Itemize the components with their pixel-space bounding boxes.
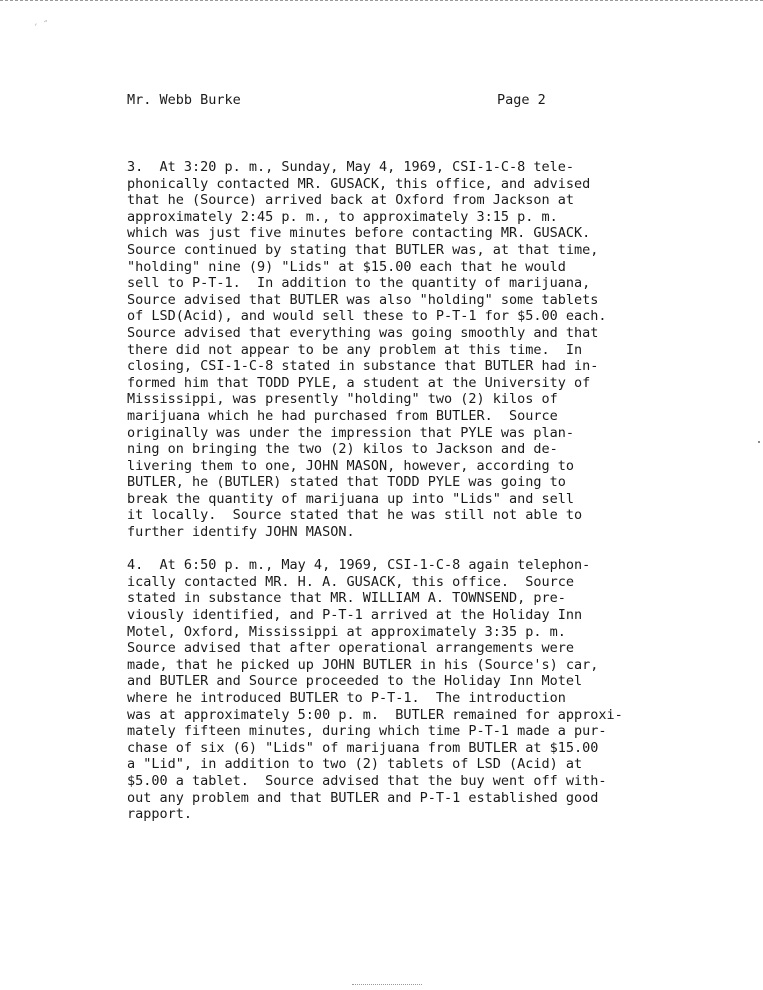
paragraph-3 <box>127 159 687 541</box>
page-number: Page 2 <box>497 92 546 108</box>
letter-body <box>127 159 687 823</box>
text-line: livering them to one, JOHN MASON, however, according to <box>127 457 575 474</box>
text-line: "holding" nine (9) "Lids" at $15.00 each that he would <box>127 258 566 275</box>
text-line: where he introduced BUTLER to P-T-1. The introduction <box>127 690 566 706</box>
text-line: Source advised that BUTLER was also "holding" some tablets <box>127 291 599 308</box>
text-line: mately fifteen minutes, during which time P-T-1 made a pur- <box>127 723 607 740</box>
text-line: it locally. Source stated that he was still not able to <box>127 507 583 524</box>
text-line: stated in substance that MR. WILLIAM A. TOWNSEND, pre- <box>127 590 566 607</box>
text-line: there did not appear to be any problem at this time. In <box>127 341 583 358</box>
text-line: BUTLER, he (BUTLER) stated that TODD PYLE was going to <box>127 474 566 491</box>
text-line: $5.00 a tablet. Source advised that the buy went off with- <box>127 772 607 789</box>
text-line: ning on bringing the two (2) kilos to Jackson and de- <box>127 441 558 458</box>
addressee: Mr. Webb Burke <box>127 92 241 108</box>
scan-top-edge <box>0 0 763 1</box>
text-line: phonically contacted MR. GUSACK, this office, and advised <box>127 175 591 192</box>
text-line: was at approximately 5:00 p. m. BUTLER remained for approxi- <box>127 706 623 723</box>
text-line: break the quantity of marijuana up into "Lids" and sell <box>127 490 575 507</box>
text-line: which was just five minutes before contacting MR. GUSACK. <box>127 225 591 242</box>
text-line: that he (Source) arrived back at Oxford from Jackson at <box>127 192 575 209</box>
text-line: of LSD(Acid), and would sell these to P-T-1 for $5.00 each. <box>127 308 607 325</box>
text-line: approximately 2:45 p. m., to approximately 3:15 p. m. <box>127 208 558 225</box>
scan-artifact: ´ ˜ <box>32 19 52 35</box>
text-line: made, that he picked up JOHN BUTLER in his (Source's) car, <box>127 656 599 673</box>
text-line: 3. At 3:20 p. m., Sunday, May 4, 1969, CSI-1-C-8 tele- <box>127 159 575 175</box>
text-line: a "Lid", in addition to two (2) tablets of LSD (Acid) at <box>127 756 583 773</box>
paragraph-4 <box>127 557 687 823</box>
text-line: rapport. <box>127 806 193 823</box>
text-line: closing, CSI-1-C-8 stated in substance that BUTLER had in- <box>127 358 599 375</box>
text-line: originally was under the impression that PYLE was plan- <box>127 424 575 441</box>
text-line: marijuana which he had purchased from BUTLER. Source <box>127 407 558 424</box>
text-line: chase of six (6) "Lids" of marijuana from BUTLER at $15.00 <box>127 739 599 756</box>
text-line: Source advised that everything was going smoothly and that <box>127 324 599 341</box>
text-line: ically contacted MR. H. A. GUSACK, this office. Source <box>127 573 575 590</box>
text-line: Source advised that after operational arrangements were <box>127 640 575 657</box>
text-line: Source continued by stating that BUTLER was, at that time, <box>127 241 599 258</box>
text-line: Motel, Oxford, Mississippi at approximately 3:35 p. m. <box>127 623 566 640</box>
text-line: sell to P-T-1. In addition to the quantity of marijuana, <box>127 275 591 292</box>
text-line: viously identified, and P-T-1 arrived at the Holiday Inn <box>127 607 583 624</box>
text-line: further identify JOHN MASON. <box>127 524 355 541</box>
text-line: Mississippi, was presently "holding" two (2) kilos of <box>127 391 558 408</box>
text-line: out any problem and that BUTLER and P-T-1 established good <box>127 789 599 806</box>
text-line: 4. At 6:50 p. m., May 4, 1969, CSI-1-C-8 again telephon- <box>127 557 591 574</box>
text-line: formed him that TODD PYLE, a student at the University of <box>127 374 591 391</box>
scan-bottom-mark <box>352 984 422 985</box>
scan-speck <box>758 441 760 443</box>
text-line: and BUTLER and Source proceeded to the Holiday Inn Motel <box>127 673 583 690</box>
